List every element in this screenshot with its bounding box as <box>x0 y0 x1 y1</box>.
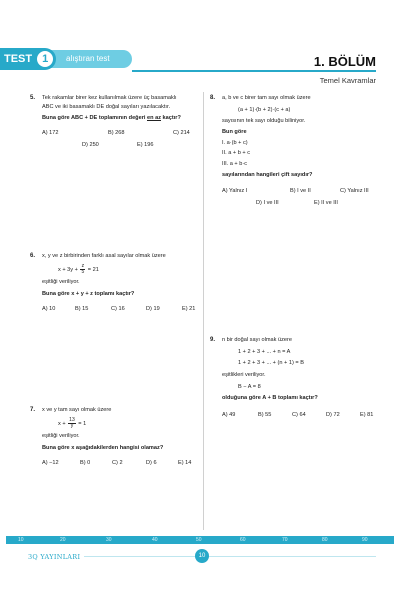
question-number: 9. <box>210 337 216 343</box>
formula: (a + 1)·(b + 2)·(c + a) <box>238 106 291 113</box>
question-number: 6. <box>30 253 36 259</box>
question-number: 8. <box>210 95 216 101</box>
statement-1: I. a·(b + c) <box>222 139 248 146</box>
choice-b[interactable]: B) 15 <box>75 305 89 312</box>
choice-a[interactable]: A) 49 <box>222 411 236 418</box>
test-label: TEST <box>4 53 33 65</box>
choice-c[interactable]: C) 2 <box>112 459 123 466</box>
question-number: 5. <box>30 95 36 101</box>
choice-c[interactable]: C) 214 <box>173 129 190 136</box>
ruler-tick: 50 <box>196 537 202 543</box>
choices <box>222 411 374 421</box>
publisher-logo: 3Q YAYINLARI <box>28 553 81 561</box>
question-text: x ve y tam sayı olmak üzere <box>42 407 112 413</box>
question-number: 7. <box>30 407 36 413</box>
choice-c[interactable]: C) Yalnız III <box>340 188 369 195</box>
choice-b[interactable]: B) 55 <box>258 411 272 418</box>
question-prompt: Buna göre x + y + z toplamı kaçtır? <box>42 291 135 298</box>
question-prompt: sayılarından hangileri çift sayıdır? <box>222 171 313 178</box>
test-banner: alıştıran test <box>48 50 132 68</box>
footer-rule <box>84 556 376 557</box>
choice-b[interactable]: B) I ve II <box>290 188 311 195</box>
choice-b[interactable]: B) 268 <box>108 129 125 136</box>
choices <box>222 187 374 209</box>
ruler-tick: 70 <box>282 537 288 543</box>
ruler-tick: 80 <box>322 537 328 543</box>
ruler-ticks <box>10 537 390 544</box>
statement-3: III. a + b·c <box>222 160 248 167</box>
question-7 <box>30 406 194 469</box>
question-text: eşitliği veriliyor. <box>42 278 80 285</box>
choice-e[interactable]: E) II ve III <box>314 200 338 207</box>
test-number: 1 <box>37 51 53 67</box>
ruler-tick: 10 <box>18 537 24 543</box>
question-prompt: Buna göre x aşağıdakilerden hangisi olamaz? <box>42 445 164 452</box>
choice-e[interactable]: E) 21 <box>182 305 196 312</box>
statement-2: II. a + b + c <box>222 150 250 157</box>
section-title: 1. BÖLÜM <box>313 54 376 69</box>
question-6 <box>30 252 196 315</box>
section-rule <box>132 70 376 72</box>
ruler-tick: 20 <box>60 537 66 543</box>
formula: 1 + 2 + 3 + ... + n = A <box>238 348 291 355</box>
choice-a[interactable]: A) 172 <box>42 129 59 136</box>
ruler-tick: 90 <box>362 537 368 543</box>
choices <box>42 129 194 151</box>
question-prompt: olduğuna göre A + B toplamı kaçtır? <box>222 395 318 402</box>
column-divider <box>203 92 204 530</box>
test-badge <box>0 48 56 70</box>
section-subtitle: Temel Kavramlar <box>319 76 376 85</box>
ruler-tick: 40 <box>152 537 158 543</box>
formula: x + 3y + $\frac{z}{5}$ = 21 <box>58 262 99 275</box>
choice-e[interactable]: E) 14 <box>178 459 192 466</box>
choice-d[interactable]: D) 72 <box>326 411 340 418</box>
question-text: ABC ve iki basamaklı DE doğal sayıları yazılacaktır. <box>42 103 171 110</box>
choice-e[interactable]: E) 196 <box>137 141 154 148</box>
choice-d[interactable]: D) 250 <box>82 141 99 148</box>
question-text: n bir doğal sayı olmak üzere <box>222 337 292 343</box>
question-8 <box>210 94 374 209</box>
choice-c[interactable]: C) 64 <box>292 411 306 418</box>
choice-b[interactable]: B) 0 <box>80 459 91 466</box>
question-text: eşitlikleri veriliyor. <box>222 371 266 378</box>
choice-a[interactable]: A) 10 <box>42 305 56 312</box>
choice-a[interactable]: A) −12 <box>42 459 59 466</box>
choice-d[interactable]: D) 19 <box>146 305 160 312</box>
question-prompt: Buna göre ABC + DE toplamının değeri en az kaçtır? <box>42 115 181 122</box>
choice-c[interactable]: C) 16 <box>111 305 125 312</box>
question-text: eşitliği veriliyor. <box>42 432 80 439</box>
ruler-tick: 60 <box>240 537 246 543</box>
question-text: a, b ve c birer tam sayı olmak üzere <box>222 95 311 101</box>
question-text: Tek rakamlar birer kez kullanılmak üzere üç basamaklı <box>42 95 177 101</box>
question-5 <box>30 94 194 151</box>
choice-e[interactable]: E) 81 <box>360 411 374 418</box>
choice-a[interactable]: A) Yalnız I <box>222 188 248 195</box>
formula: B − A = 8 <box>238 383 261 390</box>
question-text: sayısının tek sayı olduğu biliniyor. <box>222 118 306 125</box>
choices <box>42 305 194 315</box>
choice-d[interactable]: D) 6 <box>146 459 157 466</box>
formula: 1 + 2 + 3 + ... + (n + 1) = B <box>238 360 304 367</box>
question-9 <box>210 336 374 421</box>
choice-d[interactable]: D) I ve III <box>256 200 279 207</box>
formula: x + $\frac{13}{y}$ = 1 <box>58 416 87 429</box>
question-text: x, y ve z birbirinden farklı asal sayılar olmak üzere <box>42 253 166 259</box>
choices <box>42 459 194 469</box>
ruler-tick: 30 <box>106 537 112 543</box>
page-number: 10 <box>195 549 209 563</box>
question-prompt: Bun göre <box>222 128 247 135</box>
